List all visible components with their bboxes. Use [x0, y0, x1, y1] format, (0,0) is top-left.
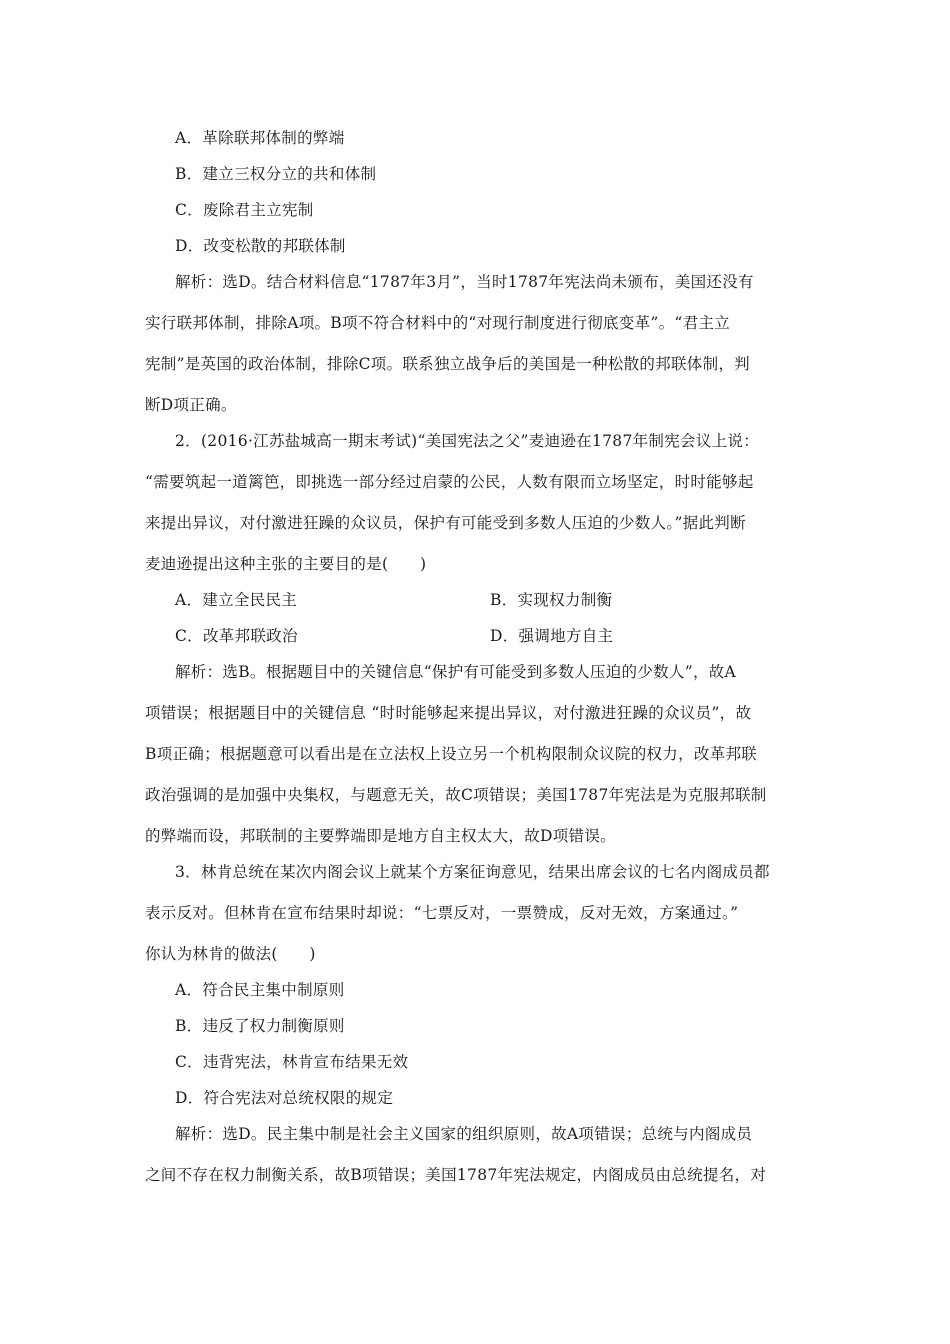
q2-stem-line: 麦迪逊提出这种主张的主要目的是( ) — [145, 555, 427, 573]
q3-stem-line: 你认为林肯的做法( ) — [145, 945, 316, 963]
q1-option-c: C．废除君主立宪制 — [175, 201, 314, 219]
q3-stem-line: 3．林肯总统在某次内阁会议上就某个方案征询意见，结果出席会议的七名内阁成员都 — [175, 863, 770, 881]
q2-analysis-line: 政治强调的是加强中央集权，与题意无关，故C项错误；美国1787年宪法是为克服邦联制 — [145, 786, 767, 804]
q3-option-c: C．违背宪法，林肯宣布结果无效 — [175, 1053, 409, 1071]
q1-option-a: A．革除联邦体制的弊端 — [175, 129, 345, 147]
q2-stem-line: 2．(2016·江苏盐城高一期末考试)“美国宪法之父”麦迪逊在1787年制宪会议上说： — [175, 432, 760, 450]
q2-analysis-line: 项错误；根据题目中的关键信息 “时时能够起来提出异议，对付激进狂躁的众议员”，故 — [145, 704, 752, 722]
q2-analysis-line: B项正确；根据题意可以看出是在立法权上设立另一个机构限制众议院的权力，改革邦联 — [145, 745, 758, 763]
q2-stem-line: 来提出异议，对付激进狂躁的众议员，保护有可能受到多数人压迫的少数人。”据此判断 — [145, 514, 746, 532]
q1-analysis-line: 断D项正确。 — [145, 396, 237, 414]
q3-option-a: A．符合民主集中制原则 — [175, 981, 345, 999]
q2-option-c: C．改革邦联政治 — [175, 627, 298, 645]
q1-option-b: B．建立三权分立的共和体制 — [175, 165, 377, 183]
q2-analysis-line: 的弊端而设，邦联制的主要弊端即是地方自主权太大，故D项错误。 — [145, 827, 616, 845]
q3-option-b: B．违反了权力制衡原则 — [175, 1017, 345, 1035]
q1-option-d: D．改变松散的邦联体制 — [175, 237, 346, 255]
q3-stem-line: 表示反对。但林肯在宣布结果时却说：“七票反对，一票赞成，反对无效，方案通过。” — [145, 904, 739, 922]
q2-analysis-line: 解析：选B。根据题目中的关键信息“保护有可能受到多数人压迫的少数人”，故A — [175, 663, 737, 681]
q2-option-b: B．实现权力制衡 — [490, 591, 613, 609]
q3-analysis-line: 解析：选D。民主集中制是社会主义国家的组织原则，故A项错误；总统与内阁成员 — [175, 1125, 753, 1143]
q2-option-d: D．强调地方自主 — [490, 627, 614, 645]
q1-analysis-line: 实行联邦体制，排除A项。B项不符合材料中的“对现行制度进行彻底变革”。“君主立 — [145, 314, 731, 332]
q2-option-a: A．建立全民民主 — [175, 591, 298, 609]
q3-analysis-line: 之间不存在权力制衡关系，故B项错误；美国1787年宪法规定，内阁成员由总统提名，对 — [145, 1166, 767, 1184]
q1-analysis-line: 宪制”是英国的政治体制，排除C项。联系独立战争后的美国是一种松散的邦联体制，判 — [145, 355, 750, 373]
q1-analysis-line: 解析：选D。结合材料信息“1787年3月”，当时1787年宪法尚未颁布，美国还没有 — [175, 273, 754, 291]
q3-option-d: D．符合宪法对总统权限的规定 — [175, 1089, 394, 1107]
q2-stem-line: “需要筑起一道篱笆，即挑选一部分经过启蒙的公民，人数有限而立场坚定，时时能够起 — [145, 473, 754, 491]
